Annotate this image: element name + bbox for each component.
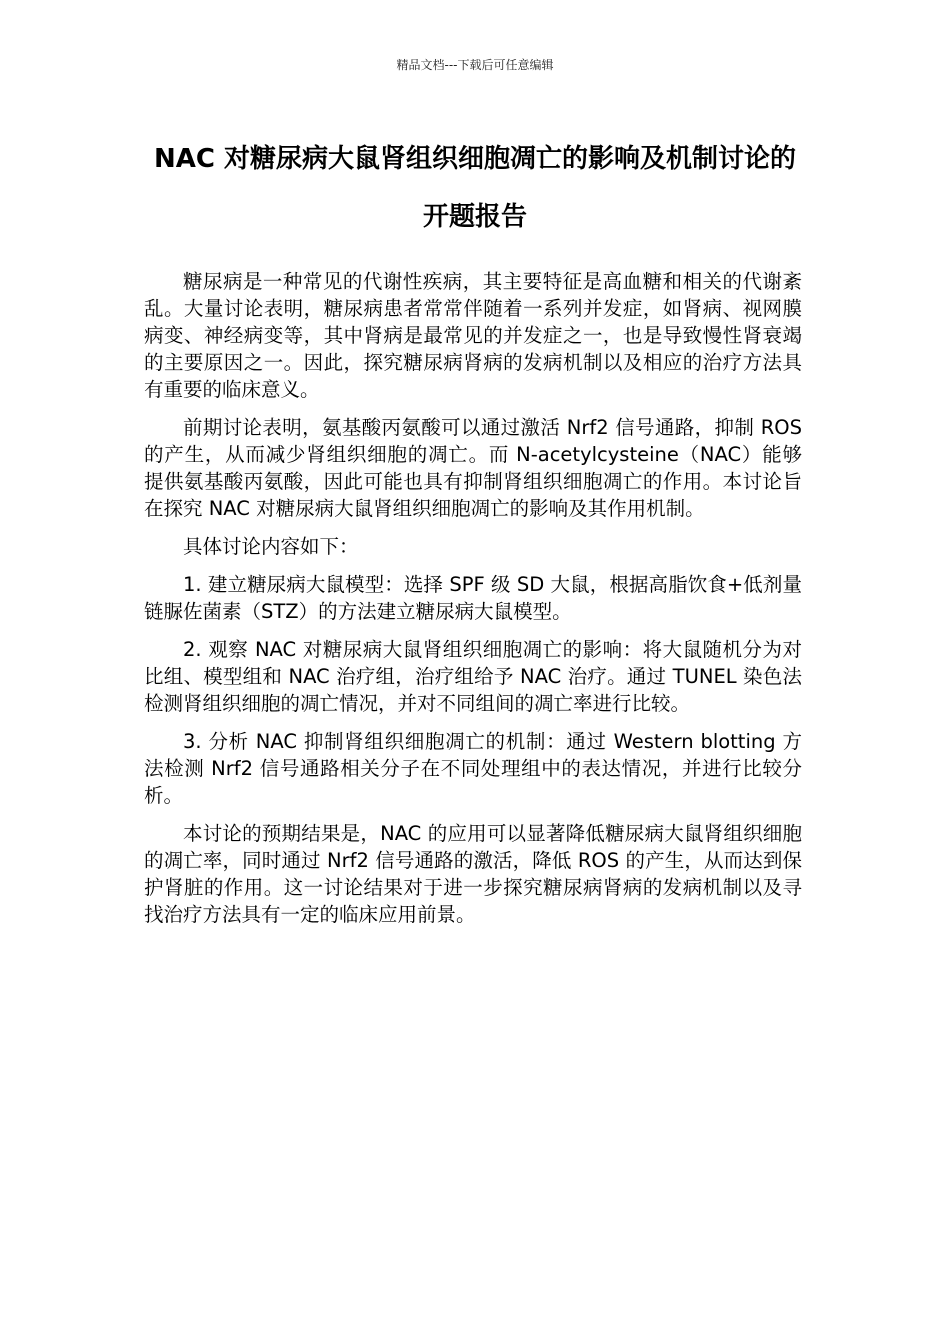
paragraph-item-1: 1. 建立糖尿病大鼠模型：选择 SPF 级 SD 大鼠，根据高脂饮食+低剂量链脲佐菌素（STZ）的方法建立糖尿病大鼠模型。 [144, 573, 802, 623]
document-title: NAC 对糖尿病大鼠肾组织细胞凋亡的影响及机制讨论的开题报告 [153, 144, 796, 232]
paragraph-background: 糖尿病是一种常见的代谢性疾病，其主要特征是高血糖和相关的代谢紊乱。大量讨论表明，糖尿病患者常常伴随着一系列并发症，如肾病、视网膜病变、神经病变等，其中肾病是最常见的并发症之一，也是导致慢性肾衰竭的主要原因之一。因此，探究糖尿病肾病的发病机制以及相应的治疗方法具有重要的临床意义。 [144, 270, 802, 401]
document-body [144, 268, 802, 939]
paragraph-prior-research: 前期讨论表明，氨基酸丙氨酸可以通过激活 Nrf2 信号通路，抑制 ROS 的产生，从而减少肾组织细胞的凋亡。而 N-acetylcysteine（NAC）能够提供氨基酸丙氨酸，因此可能也具有抑制肾组织细胞凋亡的作用。本讨论旨在探究 NAC 对糖尿病大鼠肾组织细胞凋亡的影响及其作用机制。 [144, 416, 802, 520]
paragraph-expected-results: 本讨论的预期结果是，NAC 的应用可以显著降低糖尿病大鼠肾组织细胞的凋亡率，同时通过 Nrf2 信号通路的激活，降低 ROS 的产生，从而达到保护肾脏的作用。这一讨论结果对于进一步探究糖尿病肾病的发病机制以及寻找治疗方法具有一定的临床应用前景。 [144, 822, 802, 926]
paragraph-content-intro: 具体讨论内容如下： [183, 535, 359, 558]
paragraph-item-2: 2. 观察 NAC 对糖尿病大鼠肾组织细胞凋亡的影响：将大鼠随机分为对比组、模型组和 NAC 治疗组，治疗组给予 NAC 治疗。通过 TUNEL 染色法检测肾组织细胞的凋亡情况，并对不同组间的凋亡率进行比较。 [144, 638, 802, 715]
page-header: 精品文档---下载后可任意编辑 [396, 58, 554, 72]
paragraph-item-3: 3. 分析 NAC 抑制肾组织细胞凋亡的机制：通过 Western blotting 方法检测 Nrf2 信号通路相关分子在不同处理组中的表达情况，并进行比较分析。 [144, 730, 802, 807]
